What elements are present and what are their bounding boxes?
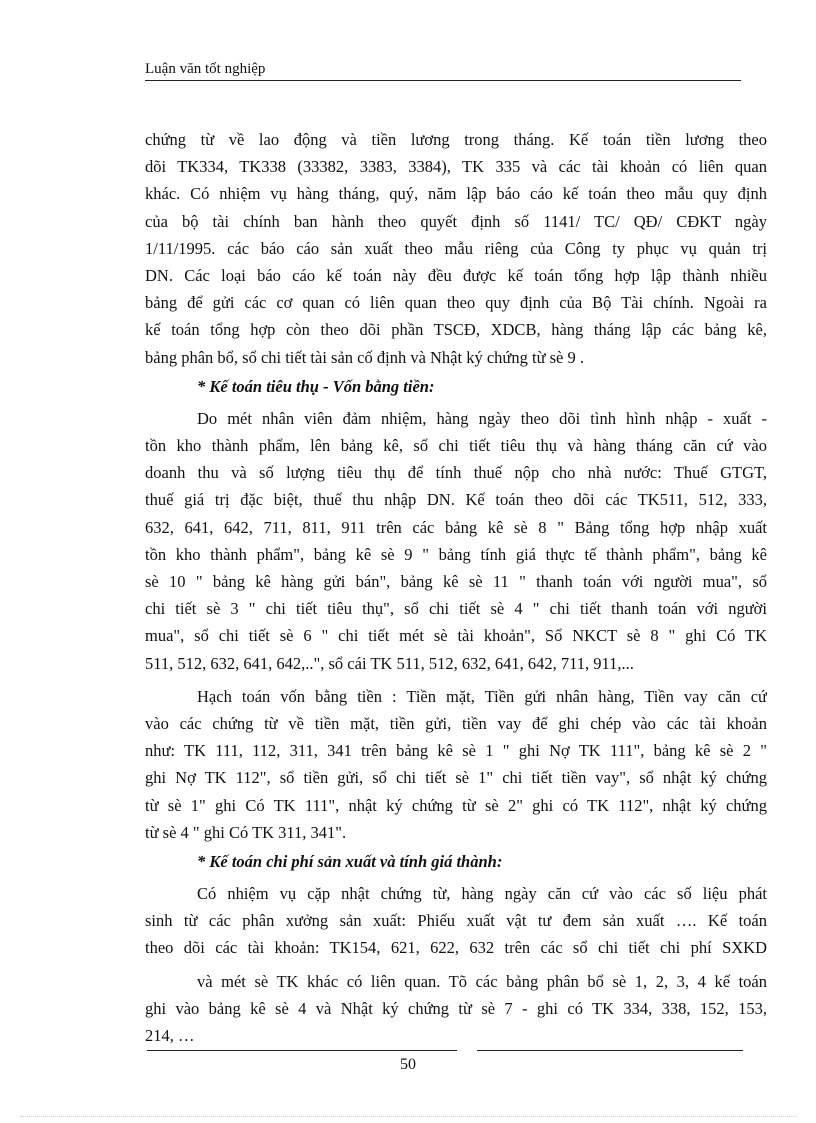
footer-rule-left xyxy=(147,1050,457,1051)
page-number: 50 xyxy=(400,1056,416,1073)
text-line: tồn kho thành phẩm", bảng kê sè 9 " bảng tính giá thực tế thành phẩm", bảng kê xyxy=(145,544,767,564)
text-line: chi tiết sè 3 " chi tiết tiêu thụ", sổ chi tiết sè 4 " chi tiết thanh toán với người xyxy=(145,599,767,619)
section-heading: * Kế toán tiêu thụ - Vốn bằng tiền: xyxy=(197,376,435,396)
document-body xyxy=(145,126,767,1049)
text-line: sinh từ các phân xưởng sản xuất: Phiếu xuất vật tư đem sản xuất …. Kế toán xyxy=(145,911,767,931)
paragraph xyxy=(145,126,767,371)
text-line: thuế giá trị đặc biệt, thuế thu nhập DN. Kế toán theo dõi các TK511, 512, 333, xyxy=(145,490,767,510)
text-line: bảng để gửi các cơ quan có liên quan theo quy định của Bộ Tài chính. Ngoài ra xyxy=(145,293,767,313)
text-line: 1/11/1995. các báo cáo sản xuất theo mẫu riêng của Công ty phục vụ quản trị xyxy=(145,238,767,258)
text-line: Hạch toán vốn bằng tiền : Tiền mặt, Tiền gửi nhân hàng, Tiền vay căn cứ xyxy=(197,686,767,706)
paragraph xyxy=(145,405,767,677)
text-line: chứng từ về lao động và tiền lương trong tháng. Kế toán tiền lương theo xyxy=(145,130,767,149)
paragraph xyxy=(145,683,767,846)
text-line: và mét sè TK khác có liên quan. Tõ các bảng phân bổ sè 1, 2, 3, 4 kế toán xyxy=(197,971,767,991)
section-heading: * Kế toán chi phí sản xuất và tính giá thành: xyxy=(197,851,503,871)
text-line: Do mét nhân viên đảm nhiệm, hàng ngày theo dõi tình hình nhập - xuất - xyxy=(197,408,767,428)
text-line: Có nhiệm vụ cặp nhật chứng từ, hàng ngày căn cứ vào các số liệu phát xyxy=(197,884,767,904)
paragraph xyxy=(145,880,767,962)
text-line: từ sè 4 " ghi Có TK 311, 341". xyxy=(145,822,347,842)
text-line: của bộ tài chính ban hành theo quyết định số 1141/ TC/ QĐ/ CĐKT ngày xyxy=(145,211,767,231)
text-line: ghi vào bảng kê sè 4 và Nhật ký chứng từ sè 7 - ghi có TK 334, 338, 152, 153, xyxy=(145,998,767,1018)
text-line: từ sè 1" ghi Có TK 111", nhật ký chứng từ sè 2" ghi có TK 112", nhật ký chứng xyxy=(145,795,767,815)
text-line: doanh thu và số lượng tiêu thụ để tính thuế nộp cho nhà nước: Thuế GTGT, xyxy=(145,463,767,483)
footer-rule-right xyxy=(477,1050,743,1051)
text-line: kế toán tổng hợp còn theo dõi phần TSCĐ, XDCB, hàng tháng lập các bảng kê, xyxy=(145,320,767,340)
text-line: sè 10 " bảng kê hàng gửi bán", bảng kê sè 11 " thanh toán với người mua", sổ xyxy=(145,572,767,591)
text-line: mua", sổ chi tiết sè 6 " chi tiết mét sè tài khoản", Sổ NKCT sè 8 " ghi Có TK xyxy=(145,626,767,646)
text-line: 214, … xyxy=(145,1026,195,1045)
paragraph xyxy=(145,968,767,1050)
text-line: ghi Nợ TK 112", sổ tiền gửi, sổ chi tiết sè 1" chi tiết tiền vay", sổ nhật ký chứng xyxy=(145,768,767,788)
text-line: như: TK 111, 112, 311, 341 trên bảng kê sè 1 " ghi Nợ TK 111", bảng kê sè 2 " xyxy=(145,741,767,761)
text-line: bảng phân bổ, sổ chi tiết tài sản cố định và Nhật ký chứng từ sè 9 . xyxy=(145,347,585,367)
text-line: vào các chứng từ về tiền mặt, tiền gửi, tiền vay để ghi chép vào các tài khoản xyxy=(145,713,767,733)
text-line: 511, 512, 632, 641, 642,..", sổ cái TK 511, 512, 632, 641, 642, 711, 911,... xyxy=(145,653,634,673)
text-line: dõi TK334, TK338 (33382, 3383, 3384), TK 335 và các tài khoản có liên quan xyxy=(145,157,767,177)
running-header: Luận văn tốt nghiệp xyxy=(145,60,741,81)
text-line: 632, 641, 642, 711, 811, 911 trên các bảng kê sè 8 " Bảng tổng hợp nhập xuất xyxy=(145,517,767,537)
text-line: tồn kho thành phẩm, lên bảng kê, sổ chi tiết tiêu thụ và hàng tháng căn cứ vào xyxy=(145,436,767,456)
text-line: theo dõi các tài khoản: TK154, 621, 622, 632 trên các sổ chi tiết chi phí SXKD xyxy=(145,938,767,958)
text-line: khác. Có nhiệm vụ hàng tháng, quý, năm lập báo cáo kế toán theo mẫu quy định xyxy=(145,184,767,204)
text-line: DN. Các loại báo cáo kế toán này đều được kế toán tổng hợp lập thành nhiều xyxy=(145,265,767,285)
page-edge-divider xyxy=(20,1116,796,1117)
